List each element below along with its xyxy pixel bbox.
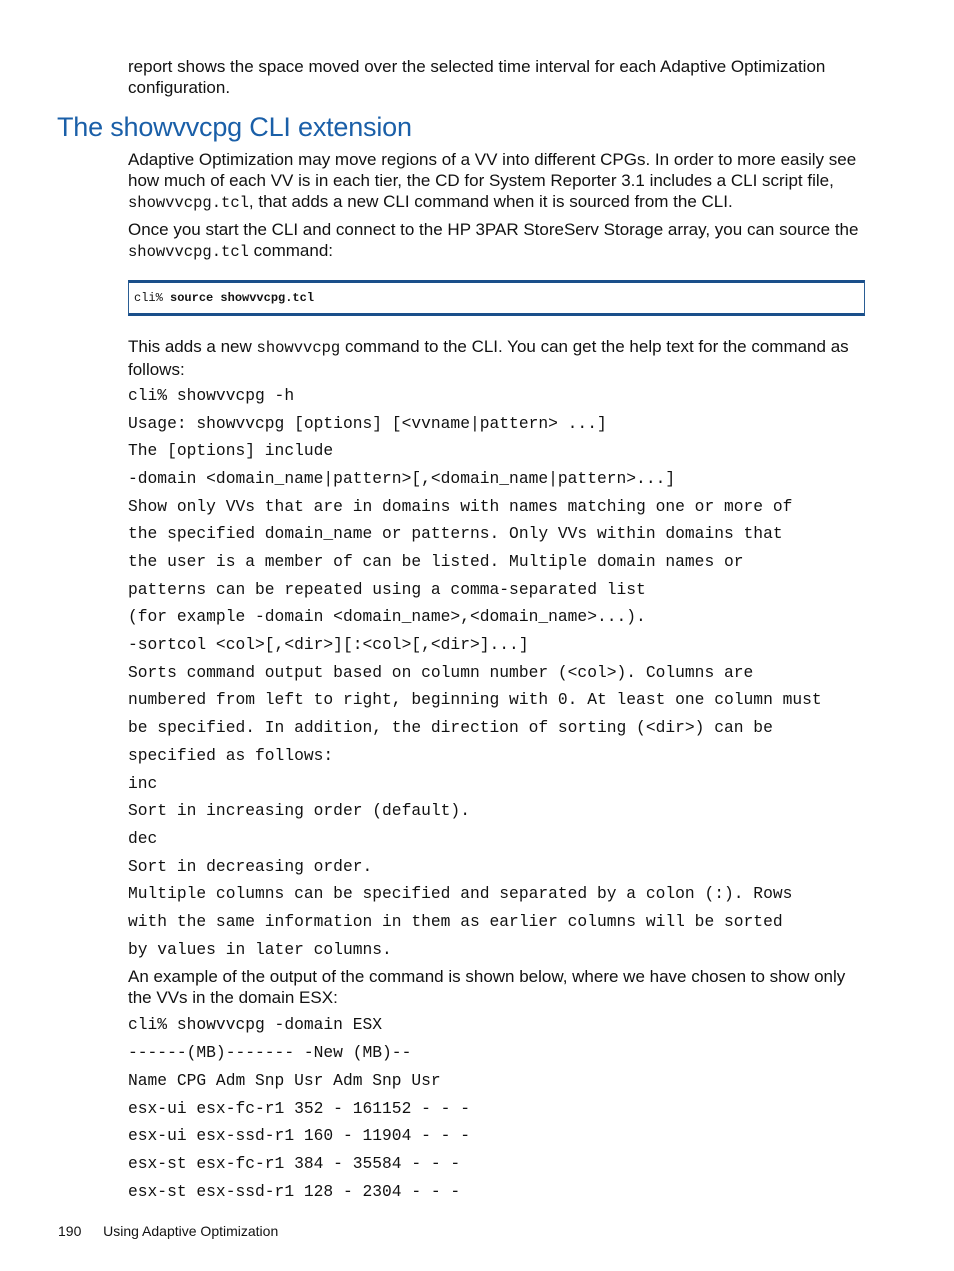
help-line: Sorts command output based on column number (<col>). Columns are: [128, 663, 754, 682]
help-line: Sort in increasing order (default).: [128, 801, 470, 820]
example-line: cli% showvvcpg -domain ESX: [128, 1015, 383, 1034]
paragraph-text: Adaptive Optimization may move regions of a VV into different CPGs. In order to more easily see how much of each VV is in each tier, the CD for System Reporter 3.1 includes a CLI script file,: [128, 150, 857, 190]
footer-section-title: Using Adaptive Optimization: [103, 1223, 279, 1239]
paragraph-help-intro: [128, 336, 873, 380]
paragraph-intro: [128, 149, 873, 214]
code-command: source showvvcpg.tcl: [170, 291, 315, 305]
help-line: cli% showvvcpg -h: [128, 386, 295, 405]
help-line: -sortcol <col>[,<dir>][:<col>[,<dir>]...]: [128, 635, 529, 654]
paragraph-text: This adds a new: [128, 337, 257, 356]
example-line: ------(MB)------- -New (MB)--: [128, 1043, 412, 1062]
inline-code: showvvcpg: [256, 339, 341, 357]
page-number: 190: [58, 1223, 82, 1239]
help-line: dec: [128, 829, 158, 848]
help-line: the specified domain_name or patterns. Only VVs within domains that: [128, 524, 783, 543]
help-line: Show only VVs that are in domains with names matching one or more of: [128, 497, 793, 516]
example-line: Name CPG Adm Snp Usr Adm Snp Usr: [128, 1071, 441, 1090]
intro-line-2: configuration.: [128, 78, 231, 97]
inline-code: showvvcpg.tcl: [128, 243, 249, 261]
paragraph-text: command to the CLI. You can get the help text for the command as follows:: [128, 337, 849, 379]
section-heading: The showvvcpg CLI extension: [57, 112, 412, 142]
example-line: esx-ui esx-ssd-r1 160 - 11904 - - -: [128, 1126, 470, 1145]
help-line: be specified. In addition, the direction of sorting (<dir>) can be: [128, 718, 773, 737]
paragraph-text: , that adds a new CLI command when it is sourced from the CLI.: [248, 192, 733, 211]
help-line: Multiple columns can be specified and separated by a colon (:). Rows: [128, 884, 793, 903]
code-prompt: cli%: [134, 291, 171, 305]
help-line: numbered from left to right, beginning with 0. At least one column must: [128, 690, 822, 709]
help-line: -domain <domain_name|pattern>[,<domain_name|pattern>...]: [128, 469, 676, 488]
help-line: The [options] include: [128, 441, 334, 460]
help-line: the user is a member of can be listed. Multiple domain names or: [128, 552, 744, 571]
help-line: Usage: showvvcpg [options] [<vvname|pattern> ...]: [128, 414, 607, 433]
help-line: patterns can be repeated using a comma-separated list: [128, 580, 646, 599]
example-line: esx-st esx-ssd-r1 128 - 2304 - - -: [128, 1182, 461, 1201]
inline-code: showvvcpg.tcl: [128, 194, 249, 212]
help-line: Sort in decreasing order.: [128, 857, 373, 876]
help-line: specified as follows:: [128, 746, 334, 765]
code-example-box: [128, 280, 865, 316]
help-line: inc: [128, 774, 158, 793]
intro-line-1: report shows the space moved over the selected time interval for each Adaptive Optimization: [128, 57, 826, 76]
code-line: [134, 291, 314, 305]
example-line: esx-ui esx-fc-r1 352 - 161152 - - -: [128, 1099, 470, 1118]
paragraph-text: Once you start the CLI and connect to the HP 3PAR StoreServ Storage array, you can source the: [128, 220, 859, 239]
paragraph-source-instructions: [128, 219, 873, 263]
help-line: with the same information in them as earlier columns will be sorted: [128, 912, 783, 931]
paragraph-example-intro: An example of the output of the command is shown below, where we have chosen to show only the VVs in the domain ESX:: [128, 967, 846, 1007]
paragraph-text: command:: [248, 241, 334, 260]
help-line: (for example -domain <domain_name>,<domain_name>...).: [128, 607, 646, 626]
page-footer: [58, 1223, 278, 1239]
example-line: esx-st esx-fc-r1 384 - 35584 - - -: [128, 1154, 461, 1173]
help-line: by values in later columns.: [128, 940, 392, 959]
